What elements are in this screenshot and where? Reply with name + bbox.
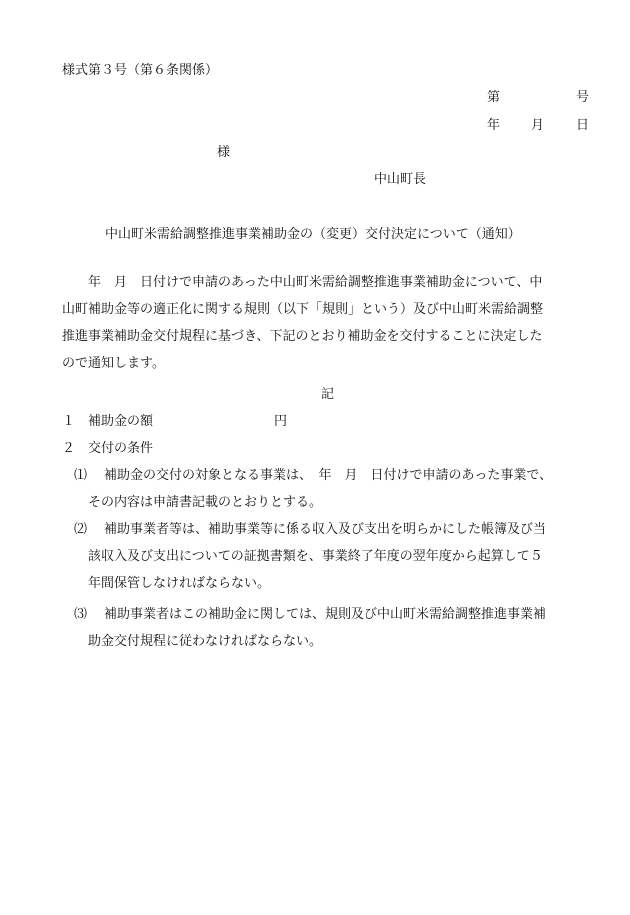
form-label: 様式第３号（第６条関係） bbox=[62, 63, 219, 78]
doc-number-go: 号 bbox=[576, 90, 590, 105]
condition-line: 該収入及び支出についての証拠書類を、事業終了年度の翌年度から起算して５ bbox=[88, 549, 543, 564]
condition-number: ⑴ bbox=[74, 468, 88, 483]
condition-line: 補助事業者はこの補助金に関しては、規則及び中山町米需給調整推進事業補 bbox=[104, 607, 547, 622]
condition-number: ⑶ bbox=[74, 607, 88, 622]
condition-line: 助金交付規程に従わなければならない。 bbox=[88, 634, 323, 649]
condition-line: 補助金の交付の対象となる事業は、 年 月 日付けで申請のあった事業で、 bbox=[104, 468, 553, 483]
doc-number-dai: 第 bbox=[487, 90, 501, 105]
sender: 中山町長 bbox=[374, 172, 427, 187]
item-label: 交付の条件 bbox=[88, 441, 154, 456]
condition-number: ⑵ bbox=[74, 522, 88, 537]
ki-heading: 記 bbox=[321, 387, 335, 402]
item-number: １ bbox=[62, 414, 76, 429]
page-title: 中山町米需給調整推進事業補助金の（変更）交付決定について（通知） bbox=[105, 227, 521, 242]
body-line: 山町補助金等の適正化に関する規則（以下「規則」という）及び中山町米需給調整 bbox=[62, 302, 544, 317]
item-number: ２ bbox=[62, 441, 76, 456]
body-line: 年 月 日付けで申請のあった中山町米需給調整推進事業補助金について、中 bbox=[88, 275, 543, 290]
item-label: 補助金の額 bbox=[88, 414, 154, 429]
body-line: 推進事業補助金交付規程に基づき、下記のとおり補助金を交付することに決定した bbox=[62, 329, 543, 344]
condition-line: 補助事業者等は、補助事業等に係る収入及び支出を明らかにした帳簿及び当 bbox=[104, 522, 547, 537]
date-year: 年 bbox=[487, 118, 501, 133]
date-day: 日 bbox=[576, 118, 590, 133]
condition-line: 年間保管しなければならない。 bbox=[88, 576, 271, 591]
body-line: ので通知します。 bbox=[62, 356, 165, 371]
date-month: 月 bbox=[531, 118, 545, 133]
addressee-suffix: 様 bbox=[217, 145, 231, 160]
condition-line: その内容は申請書記載のとおりとする。 bbox=[88, 495, 323, 510]
item-unit: 円 bbox=[274, 414, 288, 429]
